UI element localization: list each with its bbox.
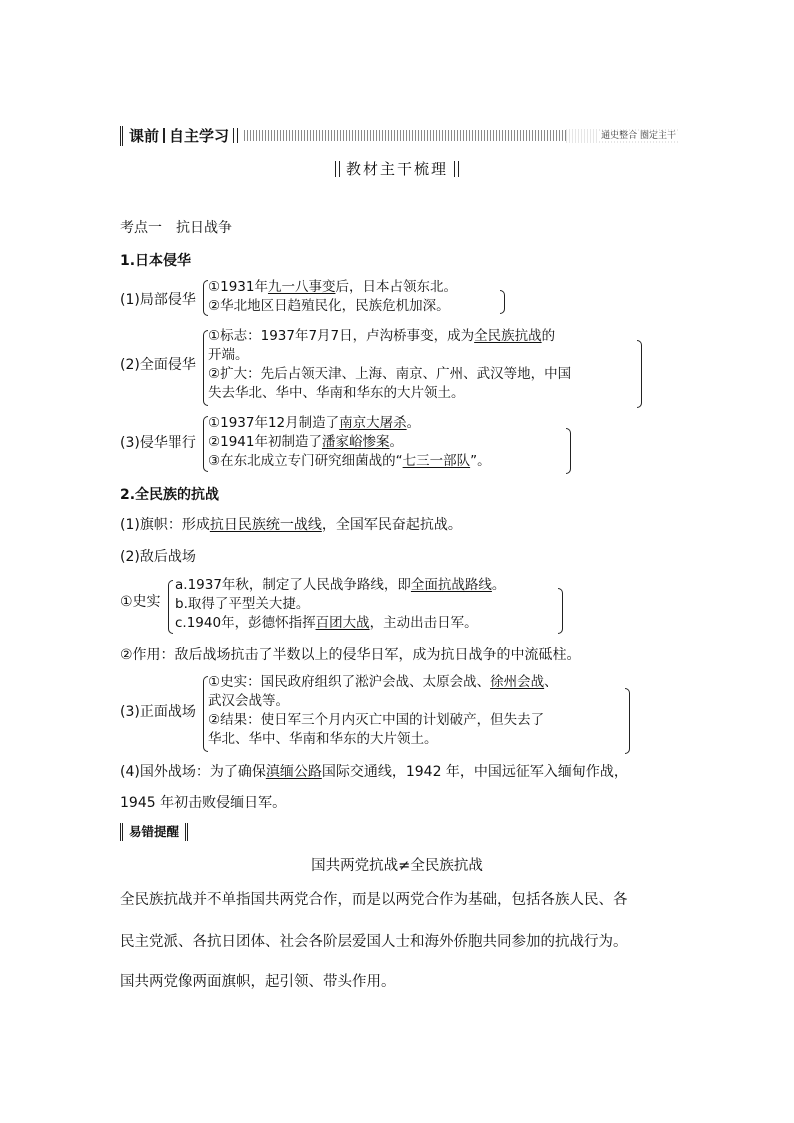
crimes-label: (3)侵华罪行	[120, 435, 196, 451]
brace-right	[500, 290, 505, 314]
underlined-term: 九一八事变	[267, 279, 336, 295]
header-title-prefix: 课前	[129, 127, 160, 145]
front-item-2-cont: 华北、华中、华南和华东的大片领土。	[208, 731, 438, 747]
section-header-bar	[120, 126, 678, 146]
history-label: ①史实	[120, 594, 161, 610]
underlined-term: 七三一部队	[402, 453, 471, 469]
front-item-1-cont: 武汉会战等。	[208, 693, 289, 709]
section-title	[0, 158, 794, 179]
full-item-2-cont: 失去华北、华中、华南和华东的大片领土。	[208, 385, 465, 401]
brace-left	[168, 580, 173, 634]
tip-title: 国共两党抗战≠全民族抗战	[311, 858, 483, 874]
full-invasion-label: (2)全面侵华	[120, 357, 196, 373]
crimes-item-1: ①1937年12月制造了南京大屠杀。	[208, 415, 421, 431]
heading-nationwide-resistance: 2.全民族的抗战	[120, 487, 220, 503]
heading-japan-invasion: 1.日本侵华	[120, 253, 192, 269]
crimes-item-3: ③在东北成立专门研究细菌战的“七三一部队”。	[208, 453, 491, 469]
header-decor-stripes	[244, 130, 566, 141]
overseas-line-2: 1945 年初击败侵缅日军。	[120, 795, 287, 811]
effect-line: ②作用：敌后战场抗击了半数以上的侵华日军，成为抗日战争的中流砥柱。	[120, 647, 581, 663]
underlined-term: 滇缅公路	[265, 764, 322, 780]
full-item-2: ②扩大：先后占领天津、上海、南京、广州、武汉等地，中国	[208, 366, 572, 382]
history-item-b: b.取得了平型关大捷。	[175, 596, 310, 612]
crimes-item-2: ②1941年初制造了潘家峪惨案。	[208, 434, 403, 450]
underlined-term: 南京大屠杀	[339, 415, 407, 431]
brace-right	[625, 688, 630, 754]
tip-paragraph-line-2: 民主党派、各抗日团体、社会各阶层爱国人士和海外侨胞共同参加的抗战行为。	[120, 934, 628, 950]
title-bar-left	[335, 161, 340, 177]
underlined-term: 抗日民族统一战线	[209, 517, 322, 533]
header-separator-double	[233, 128, 238, 143]
underlined-term: 全民族抗战	[474, 328, 542, 344]
underlined-term: 百团大战	[315, 615, 370, 631]
header-title	[120, 126, 238, 146]
history-item-c: c.1940年，彭德怀指挥百团大战，主动出击日军。	[175, 615, 478, 631]
front-item-2: ②结果：使日军三个月内灭亡中国的计划破产，但失去了	[208, 712, 545, 728]
underlined-term: 潘家峪惨案	[321, 434, 390, 450]
underlined-term: 全面抗战路线	[410, 577, 492, 593]
header-title-main: 自主学习	[169, 127, 230, 145]
local-item-2: ②华北地区日趋殖民化，民族危机加深。	[208, 298, 450, 314]
tip-paragraph-line-3: 国共两党像两面旗帜，起引领、带头作用。	[120, 974, 396, 990]
banner-line: (1)旗帜：形成抗日民族统一战线，全国军民奋起抗战。	[120, 517, 462, 533]
brace-right	[558, 588, 563, 634]
local-invasion-label: (1)局部侵华	[120, 292, 196, 308]
full-item-1: ①标志：1937年7月7日，卢沟桥事变，成为全民族抗战的	[208, 328, 556, 344]
tip-label-box: 易错提醒	[120, 823, 188, 841]
brace-right	[637, 340, 642, 408]
full-item-1-cont: 开端。	[208, 347, 249, 363]
local-item-1: ①1931年九一八事变后，日本占领东北。	[208, 279, 457, 295]
overseas-line: (4)国外战场：为了确保滇缅公路国际交通线，1942 年，中国远征军入缅甸作战，	[120, 764, 628, 780]
history-item-a: a.1937年秋，制定了人民战争路线，即全面抗战路线。	[175, 577, 506, 593]
behind-lines-heading: (2)敌后战场	[120, 549, 196, 565]
topic-heading: 考点一 抗日战争	[120, 220, 232, 236]
header-separator	[163, 128, 165, 143]
front-label: (3)正面战场	[120, 704, 196, 720]
tip-paragraph-line-1: 全民族抗战并不单指国共两党合作，而是以两党合作为基础，包括各族人民、各	[120, 892, 628, 908]
section-title-text: 教材主干梳理	[345, 160, 448, 178]
front-item-1: ①史实：国民政府组织了淞沪会战、太原会战、徐州会战、	[208, 674, 558, 690]
brace-right	[566, 428, 571, 474]
title-bar-right	[454, 161, 459, 177]
underlined-term: 徐州会战	[490, 674, 545, 690]
header-right-label: 通史整合 圈定主干	[566, 129, 678, 143]
